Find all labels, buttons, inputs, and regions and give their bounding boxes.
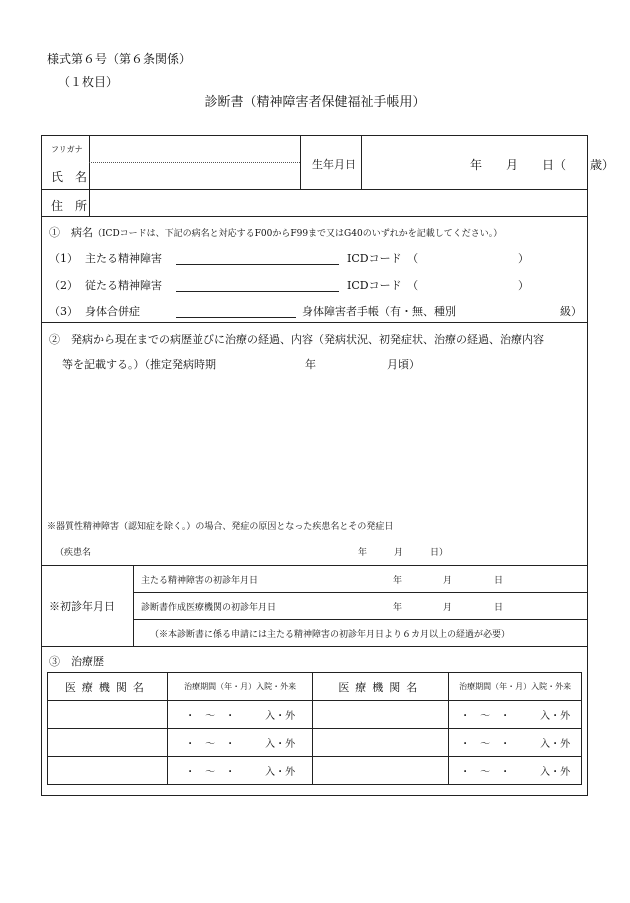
organic-disease-name: （疾患名 — [55, 548, 92, 558]
cell-period[interactable]: ・ ～ ・ 入・外 — [167, 729, 313, 757]
rule-firstvisit-mid2 — [133, 619, 588, 620]
cell-institution[interactable] — [313, 701, 449, 729]
organic-date: 年 月 日） — [358, 548, 449, 558]
disease-3-num: （3） — [49, 305, 78, 318]
rule-name-bottom — [41, 189, 588, 190]
cell-institution[interactable] — [313, 729, 449, 757]
rule-birth-left — [300, 135, 301, 189]
cell-institution[interactable] — [48, 729, 168, 757]
furigana-label: フリガナ — [51, 145, 83, 154]
first-visit-row2-year: 年 — [393, 603, 403, 613]
rule-disease-bottom — [41, 322, 588, 323]
page-title: 診断書（精神障害者保健福祉手帳用） — [204, 95, 426, 110]
disease-note: （ICDコードは、下記の病名と対応するF00からF99まで又はG40のいずれかを記載してください。） — [93, 229, 503, 239]
name-label: 氏 名 — [51, 170, 88, 184]
first-visit-note: （※本診断書に係る申請には主たる精神障害の初診年月日より６カ月以上の経過が必要） — [150, 630, 511, 640]
disease-heading: ① 病名 — [49, 226, 93, 239]
first-visit-row2-month: 月 — [443, 603, 453, 613]
address-label: 住 所 — [51, 199, 88, 213]
cell-institution[interactable] — [48, 701, 168, 729]
rule-birth-right — [361, 135, 362, 189]
treatment-table — [47, 672, 582, 785]
first-visit-row2: 診断書作成医療機関の初診年月日 — [141, 603, 277, 613]
disease-1-num: （1） — [49, 252, 78, 265]
history-month: 月頃） — [387, 358, 420, 371]
cell-period[interactable]: ・ ～ ・ 入・外 — [449, 701, 582, 729]
history-line1: ② 発病から現在までの病歴並びに治療の経過、内容（発病状況、初発症状、治療の経過、治療内容 — [49, 333, 544, 346]
treatment-heading: ③ 治療歴 — [49, 655, 104, 668]
first-visit-row2-day: 日 — [494, 603, 504, 613]
table-header-row — [48, 673, 582, 701]
cell-institution[interactable] — [313, 757, 449, 785]
disease-2-label: 従たる精神障害 — [85, 279, 162, 292]
physical-grade: 級） — [560, 305, 582, 318]
first-visit-row1-year: 年 — [393, 576, 403, 586]
disease-2-code: ICDコード （ — [347, 279, 419, 292]
disease-1-label: 主たる精神障害 — [85, 252, 162, 265]
first-visit-row1: 主たる精神障害の初診年月日 — [141, 576, 259, 586]
history-year: 年 — [305, 358, 316, 371]
birth-format: 年 月 日（ 歳） — [470, 158, 615, 172]
table-row — [48, 701, 582, 729]
rule-history-bottom — [41, 565, 588, 566]
rule-firstvisit-col — [133, 565, 134, 646]
disease-3-line — [176, 317, 296, 318]
rule-address-bottom — [41, 216, 588, 217]
cell-period[interactable]: ・ ～ ・ 入・外 — [449, 729, 582, 757]
disease-2-close: ） — [518, 279, 529, 292]
disease-3-label: 身体合併症 — [85, 305, 140, 318]
first-visit-label: ※初診年月日 — [49, 600, 115, 613]
disease-1-close: ） — [518, 252, 529, 265]
birth-label: 生年月日 — [312, 158, 356, 171]
col-period: 治療期間（年・月）入院・外来 — [449, 673, 582, 701]
furigana-divider — [89, 162, 300, 163]
rule-firstvisit-mid1 — [133, 592, 588, 593]
col-period: 治療期間（年・月）入院・外来 — [167, 673, 313, 701]
first-visit-row1-day: 日 — [494, 576, 504, 586]
organic-note: ※器質性精神障害（認知症を除く。）の場合、発症の原因となった疾患名とその発症日 — [47, 522, 394, 532]
table-row — [48, 757, 582, 785]
disease-2-line — [176, 291, 339, 292]
col-institution: 医療機関名 — [313, 673, 449, 701]
rule-firstvisit-bottom — [41, 646, 588, 647]
disease-2-num: （2） — [49, 279, 78, 292]
table-row — [48, 729, 582, 757]
cell-period[interactable]: ・ ～ ・ 入・外 — [449, 757, 582, 785]
cell-institution[interactable] — [48, 757, 168, 785]
rule-label-col — [89, 135, 90, 216]
sheet-number: （１枚目） — [58, 75, 119, 89]
first-visit-row1-month: 月 — [443, 576, 453, 586]
disease-1-code: ICDコード （ — [347, 252, 419, 265]
history-line2: 等を記載する。）（推定発病時期 — [62, 358, 216, 371]
form-number: 様式第６号（第６条関係） — [47, 52, 192, 66]
cell-period[interactable]: ・ ～ ・ 入・外 — [167, 757, 313, 785]
col-institution: 医療機関名 — [48, 673, 168, 701]
physical-handbook: 身体障害者手帳（有・無、種別 — [302, 305, 456, 318]
disease-1-line — [176, 264, 339, 265]
cell-period[interactable]: ・ ～ ・ 入・外 — [167, 701, 313, 729]
